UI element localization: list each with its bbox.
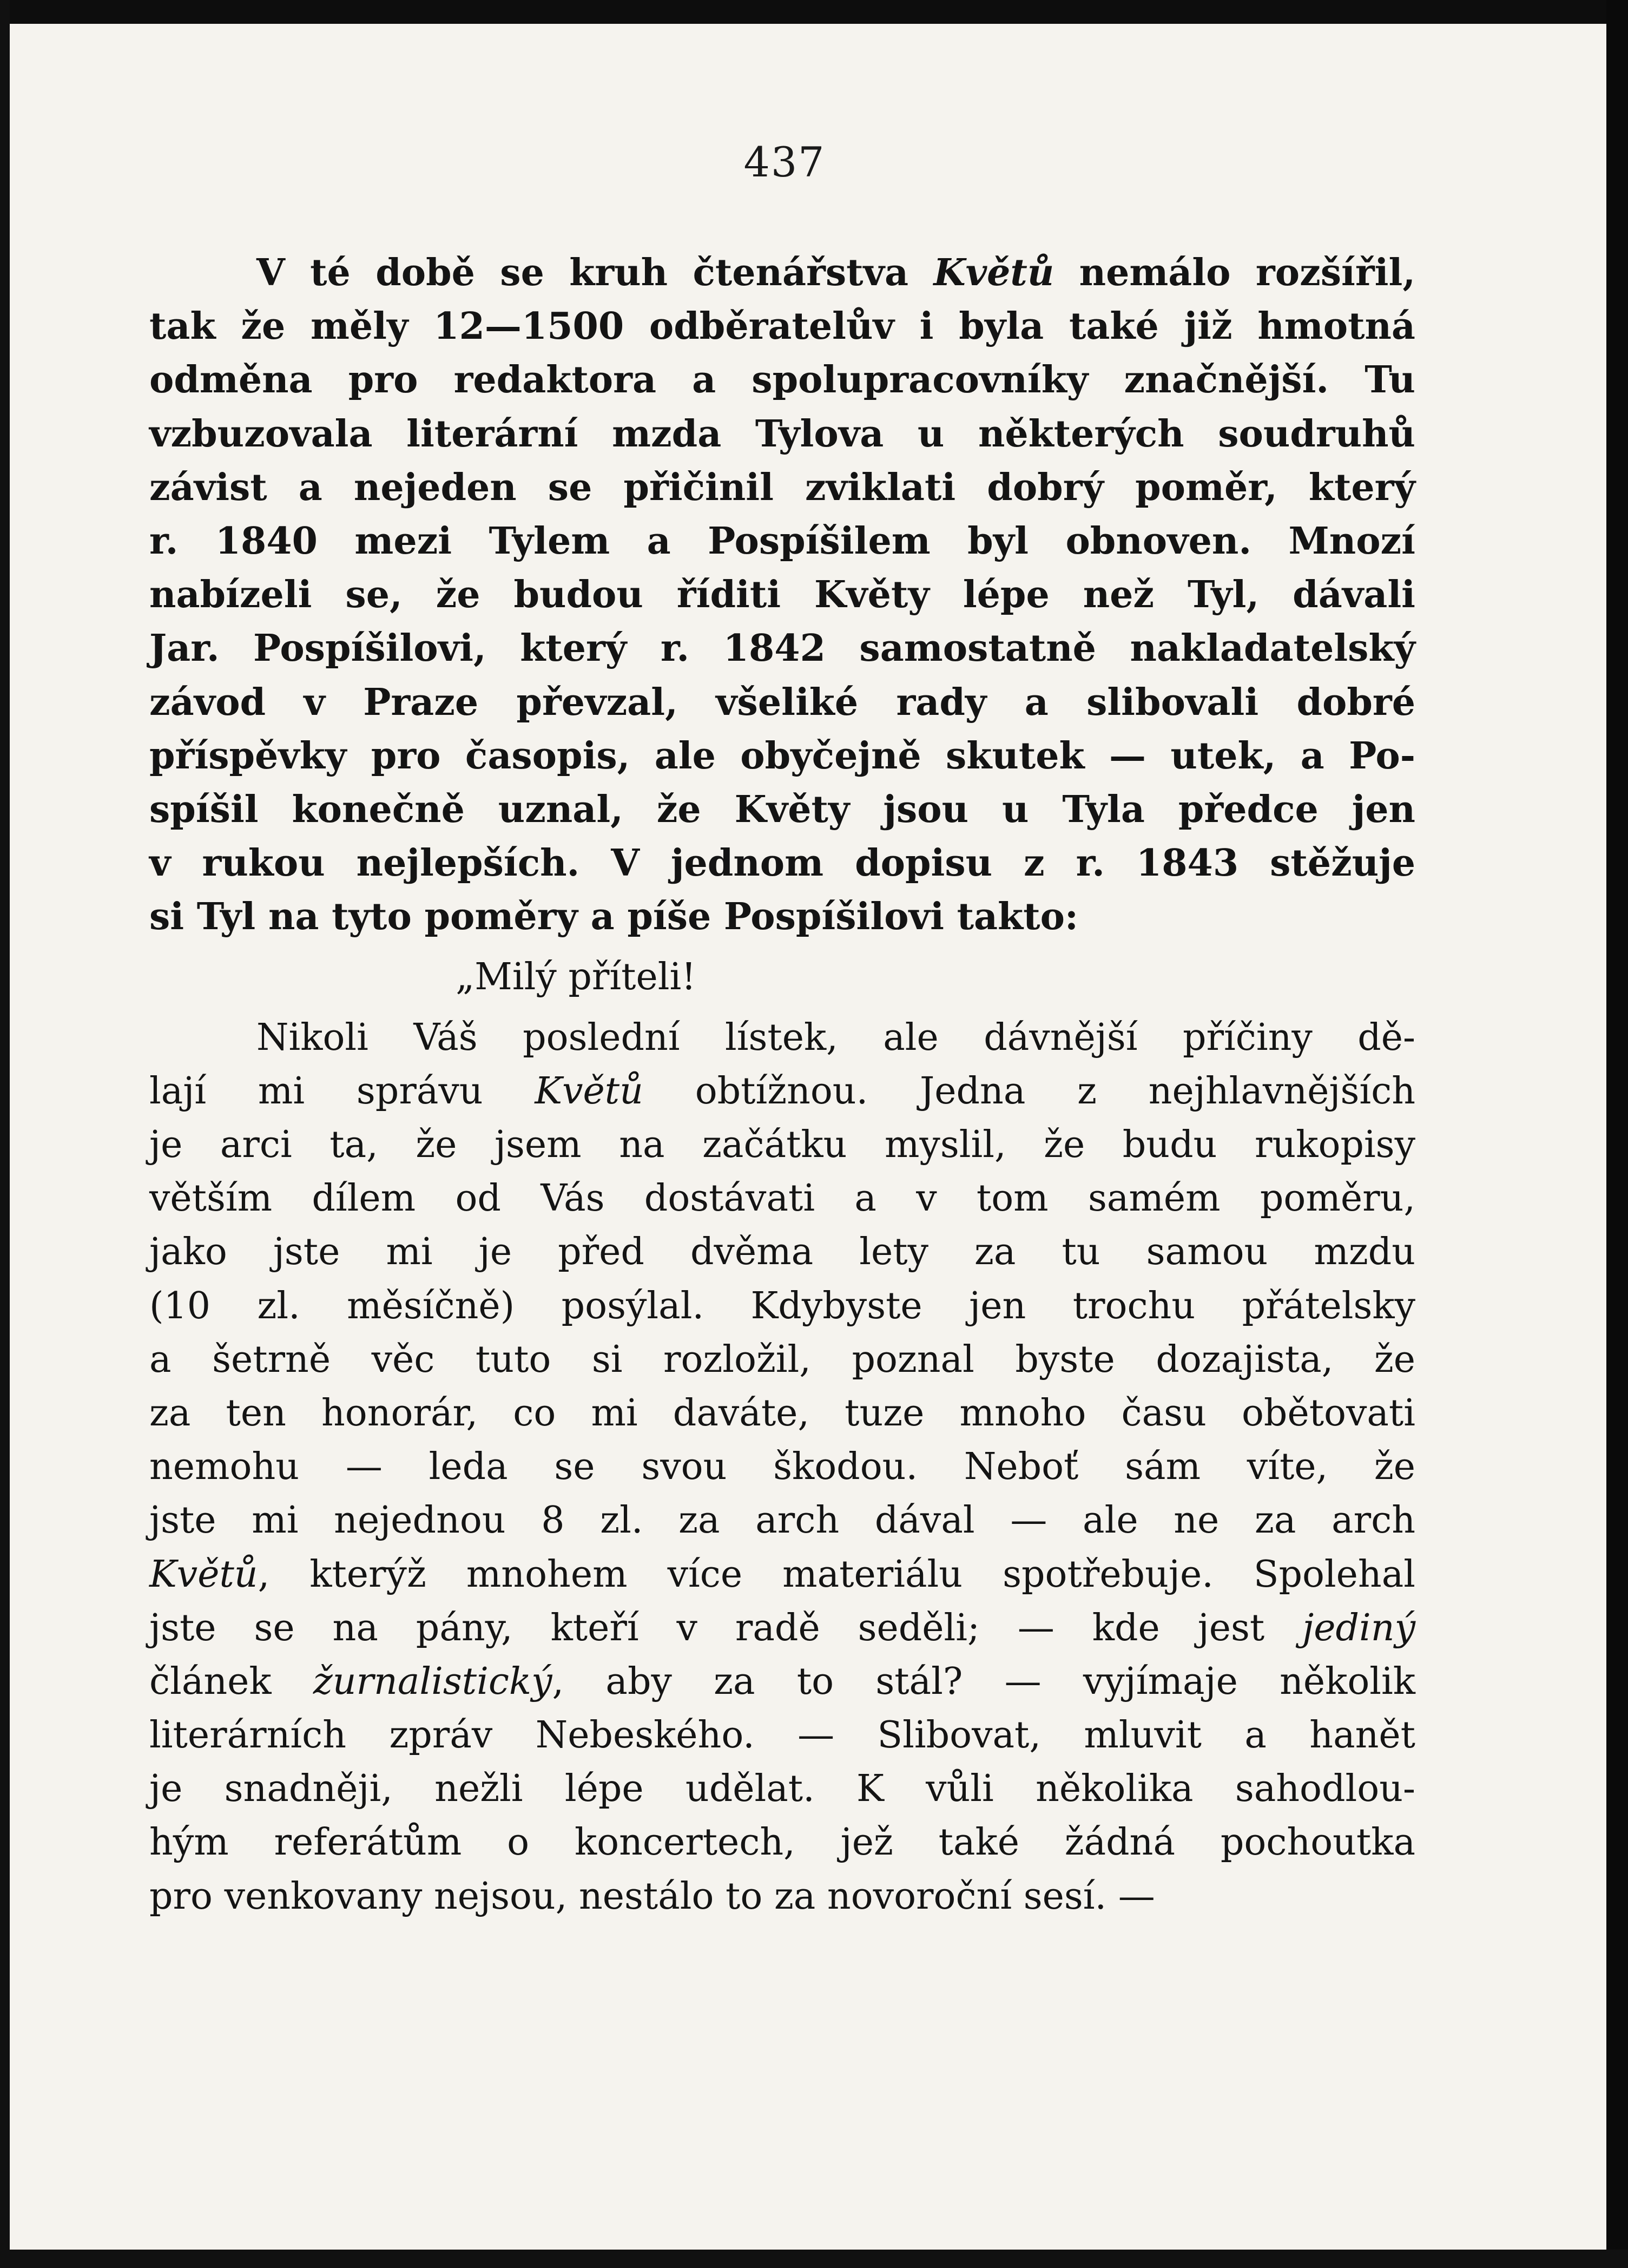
page-number: 437 [743,138,826,186]
paragraph-1 [149,246,1415,944]
text-line: je snadněji, nežli lépe udělat. K vůli několika sahodlou- [149,1767,1415,1811]
text-line: větším dílem od Vás dostávati a v tom samém poměru, [149,1177,1415,1220]
text-line: si Tyl na tyto poměry a píše Pospíšilovi takto: [149,895,1079,939]
text-line: článek žurnalistický, aby za to stál? — vyjímaje několik [149,1660,1416,1703]
text-line: příspěvky pro časopis, ale obyčejně skutek — utek, a Po- [149,734,1415,778]
text-line: je arci ta, že jsem na začátku myslil, že budu rukopisy [149,1123,1415,1166]
text-line: r. 1840 mezi Tylem a Pospíšilem byl obnoven. Mnozí [149,519,1415,563]
text-line: literárních zpráv Nebeského. — Slibovat, mluvit a hanět [149,1714,1415,1757]
text-line: vzbuzovala literární mzda Tylova u některých soudruhů [149,412,1415,456]
scan-border-top [0,0,1628,24]
text-line: hým referátům o koncertech, jež také žádná pochoutka [149,1821,1415,1864]
text-line: jste se na pány, kteří v radě seděli; — kde jest jediný [149,1606,1415,1649]
text-line: (10 zl. měsíčně) posýlal. Kdybyste jen trochu přátelsky [149,1284,1415,1327]
text-line: a šetrně věc tuto si rozložil, poznal byste dozajista, že [149,1338,1415,1381]
text-line: závod v Praze převzal, všeliké rady a slibovali dobré [149,680,1415,724]
text-line: Nikoli Váš poslední lístek, ale dávnější příčiny dě- [256,1016,1415,1059]
text-line: nemohu — leda se svou škodou. Neboť sám víte, že [149,1445,1415,1489]
text-line: v rukou nejlepších. V jednom dopisu z r. 1843 stěžuje [149,842,1415,885]
text-line: nabízeli se, že budou říditi Květy lépe než Tyl, dávali [149,573,1415,617]
letter-greeting: „Milý příteli! [456,956,696,999]
text-line: pro venkovany nejsou, nestálo to za novoroční sesí. — [149,1875,1155,1918]
text-line: odměna pro redaktora a spolupracovníky značnější. Tu [149,358,1415,402]
scan-border-right [1606,0,1628,2268]
text-line: za ten honorár, co mi daváte, tuze mnoho času obětovati [149,1391,1415,1435]
text-line: lají mi správu Květů obtížnou. Jedna z nejhlavnějších [149,1069,1415,1113]
body-text [149,246,1415,1923]
text-line: jako jste mi je před dvěma lety za tu samou mzdu [149,1231,1415,1274]
text-line: Květů, kterýž mnohem více materiálu spotřebuje. Spolehal [149,1553,1415,1596]
text-line: Jar. Pospíšilovi, který r. 1842 samostatně nakladatelský [149,627,1415,670]
text-line: tak že měly 12—1500 odběratelův i byla také již hmotná [149,305,1415,349]
scan-border-bottom [0,2250,1628,2268]
text-line: V té době se kruh čtenářstva Květů nemálo rozšířil, [256,251,1416,294]
scan-border-left [0,0,10,2268]
paragraph-2 [149,1011,1415,1923]
text-line: závist a nejeden se přičinil zviklati dobrý poměr, který [149,465,1415,509]
text-line: jste mi nejednou 8 zl. za arch dával — ale ne za arch [149,1499,1415,1542]
text-line: spíšil konečně uznal, že Květy jsou u Tyla předce jen [149,787,1415,831]
